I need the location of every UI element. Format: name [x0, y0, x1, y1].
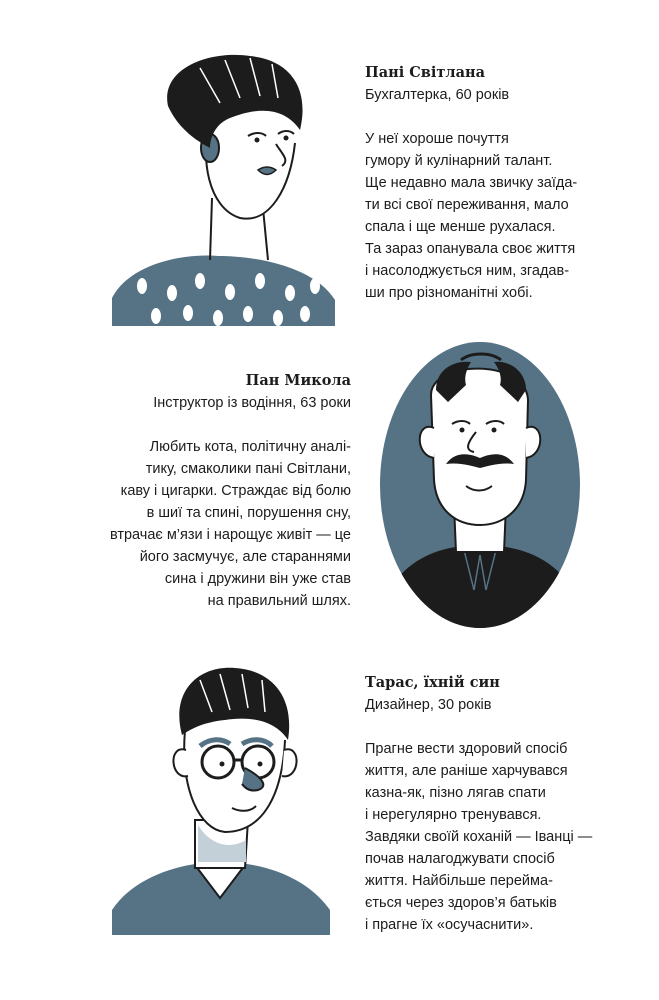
mykola-portrait [376, 340, 584, 630]
bio-line: життя, але раніше харчувався [365, 763, 568, 779]
bio-line: каву і цигарки. Страждає від болю [120, 483, 351, 499]
bio-line: сина і дружини він уже став [164, 571, 351, 587]
bio-line: в шиї та спині, порушення сну, [146, 505, 351, 521]
character-role: Бухгалтерка, 60 років [365, 87, 510, 103]
bio-line: Любить кота, політичну аналі- [149, 439, 351, 455]
taras-portrait [100, 650, 340, 935]
taras-text [365, 672, 592, 936]
bio-line: Завдяки своїй коханій — Іванці — [365, 829, 593, 845]
character-bio [110, 436, 351, 612]
mykola-text [110, 370, 351, 612]
bio-line: на правильний шлях. [207, 593, 351, 609]
bio-line: ти всі свої переживання, мало [365, 197, 569, 213]
bio-line: Ще недавно мала звичку заїда- [365, 175, 578, 191]
bio-line: Прагне вести здоровий спосіб [365, 741, 568, 757]
bio-line: тику, смаколики пані Світлани, [145, 461, 351, 477]
character-role: Інструктор із водіння, 63 роки [153, 395, 351, 411]
bio-line: і насолоджується ним, згадав- [365, 263, 570, 279]
bio-line: казна-як, пізно лягав спати [365, 785, 546, 801]
bio-line: Та зараз опанувала своє життя [365, 241, 576, 257]
bio-line: У неї хороше почуття [365, 131, 509, 147]
character-name: Тарас, їхній син [365, 674, 500, 691]
bio-line: і нерегулярно тренувався. [365, 807, 542, 823]
bio-line: і прагне їх «осучаснити». [365, 917, 534, 933]
bio-line: почав налагоджувати спосіб [365, 851, 555, 867]
svitlana-text [365, 62, 577, 304]
character-bio [365, 738, 592, 936]
bio-line: ши про різноманітні хобі. [365, 285, 533, 301]
character-bio [365, 128, 577, 304]
character-name: Пан Микола [245, 372, 351, 389]
bio-line: ється через здоров’я батьків [365, 895, 557, 911]
bio-line: спала і ще менше рухалася. [365, 219, 556, 235]
bio-line: втрачає м’язи і нарощує живіт — це [109, 527, 351, 543]
bio-line: гумору й кулінарний талант. [365, 153, 553, 169]
bio-line: життя. Найбільше перейма- [365, 873, 553, 889]
character-name: Пані Світлана [365, 64, 485, 81]
svitlana-portrait [100, 48, 340, 326]
character-role: Дизайнер, 30 років [365, 697, 492, 713]
bio-line: його засмучує, але стараннями [139, 549, 351, 565]
